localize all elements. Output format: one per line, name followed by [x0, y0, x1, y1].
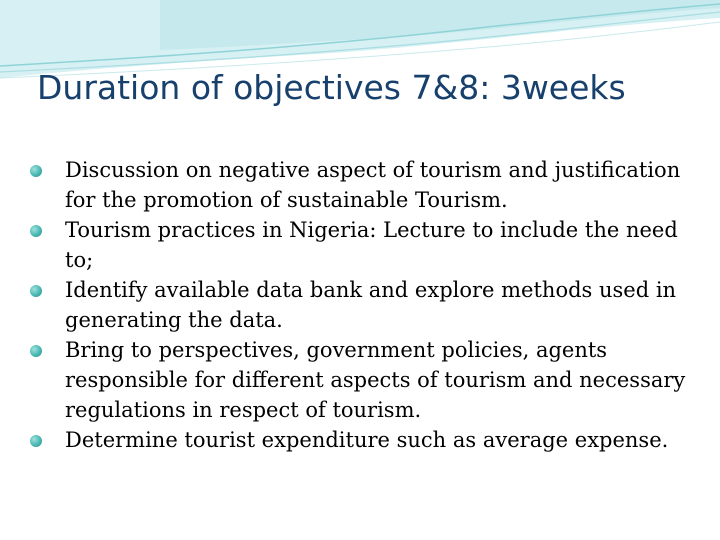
bullet-dot-icon [30, 165, 42, 177]
bullet-text: Determine tourist expenditure such as average expense. [65, 428, 669, 452]
slide-title: Duration of objectives 7&8: 3weeks [37, 68, 626, 107]
bullet-item [30, 335, 700, 425]
bullet-dot-icon [30, 225, 42, 237]
bullet-item [30, 215, 700, 275]
bullet-item [30, 155, 700, 215]
bullet-dot-icon [30, 345, 42, 357]
bullet-text: Discussion on negative aspect of tourism and justification for the promotion of sustainable Tourism. [65, 158, 681, 212]
bullet-dot-icon [30, 285, 42, 297]
bullet-text: Bring to perspectives, government policies, agents responsible for different aspects of tourism and necessary regulations in respect of tourism. [65, 338, 686, 422]
bullet-text: Identify available data bank and explore methods used in generating the data. [65, 278, 677, 332]
bullet-item [30, 425, 700, 455]
bullet-text: Tourism practices in Nigeria: Lecture to include the need to; [65, 218, 678, 272]
bullet-dot-icon [30, 435, 42, 447]
bullet-list [30, 155, 700, 455]
bullet-item [30, 275, 700, 335]
